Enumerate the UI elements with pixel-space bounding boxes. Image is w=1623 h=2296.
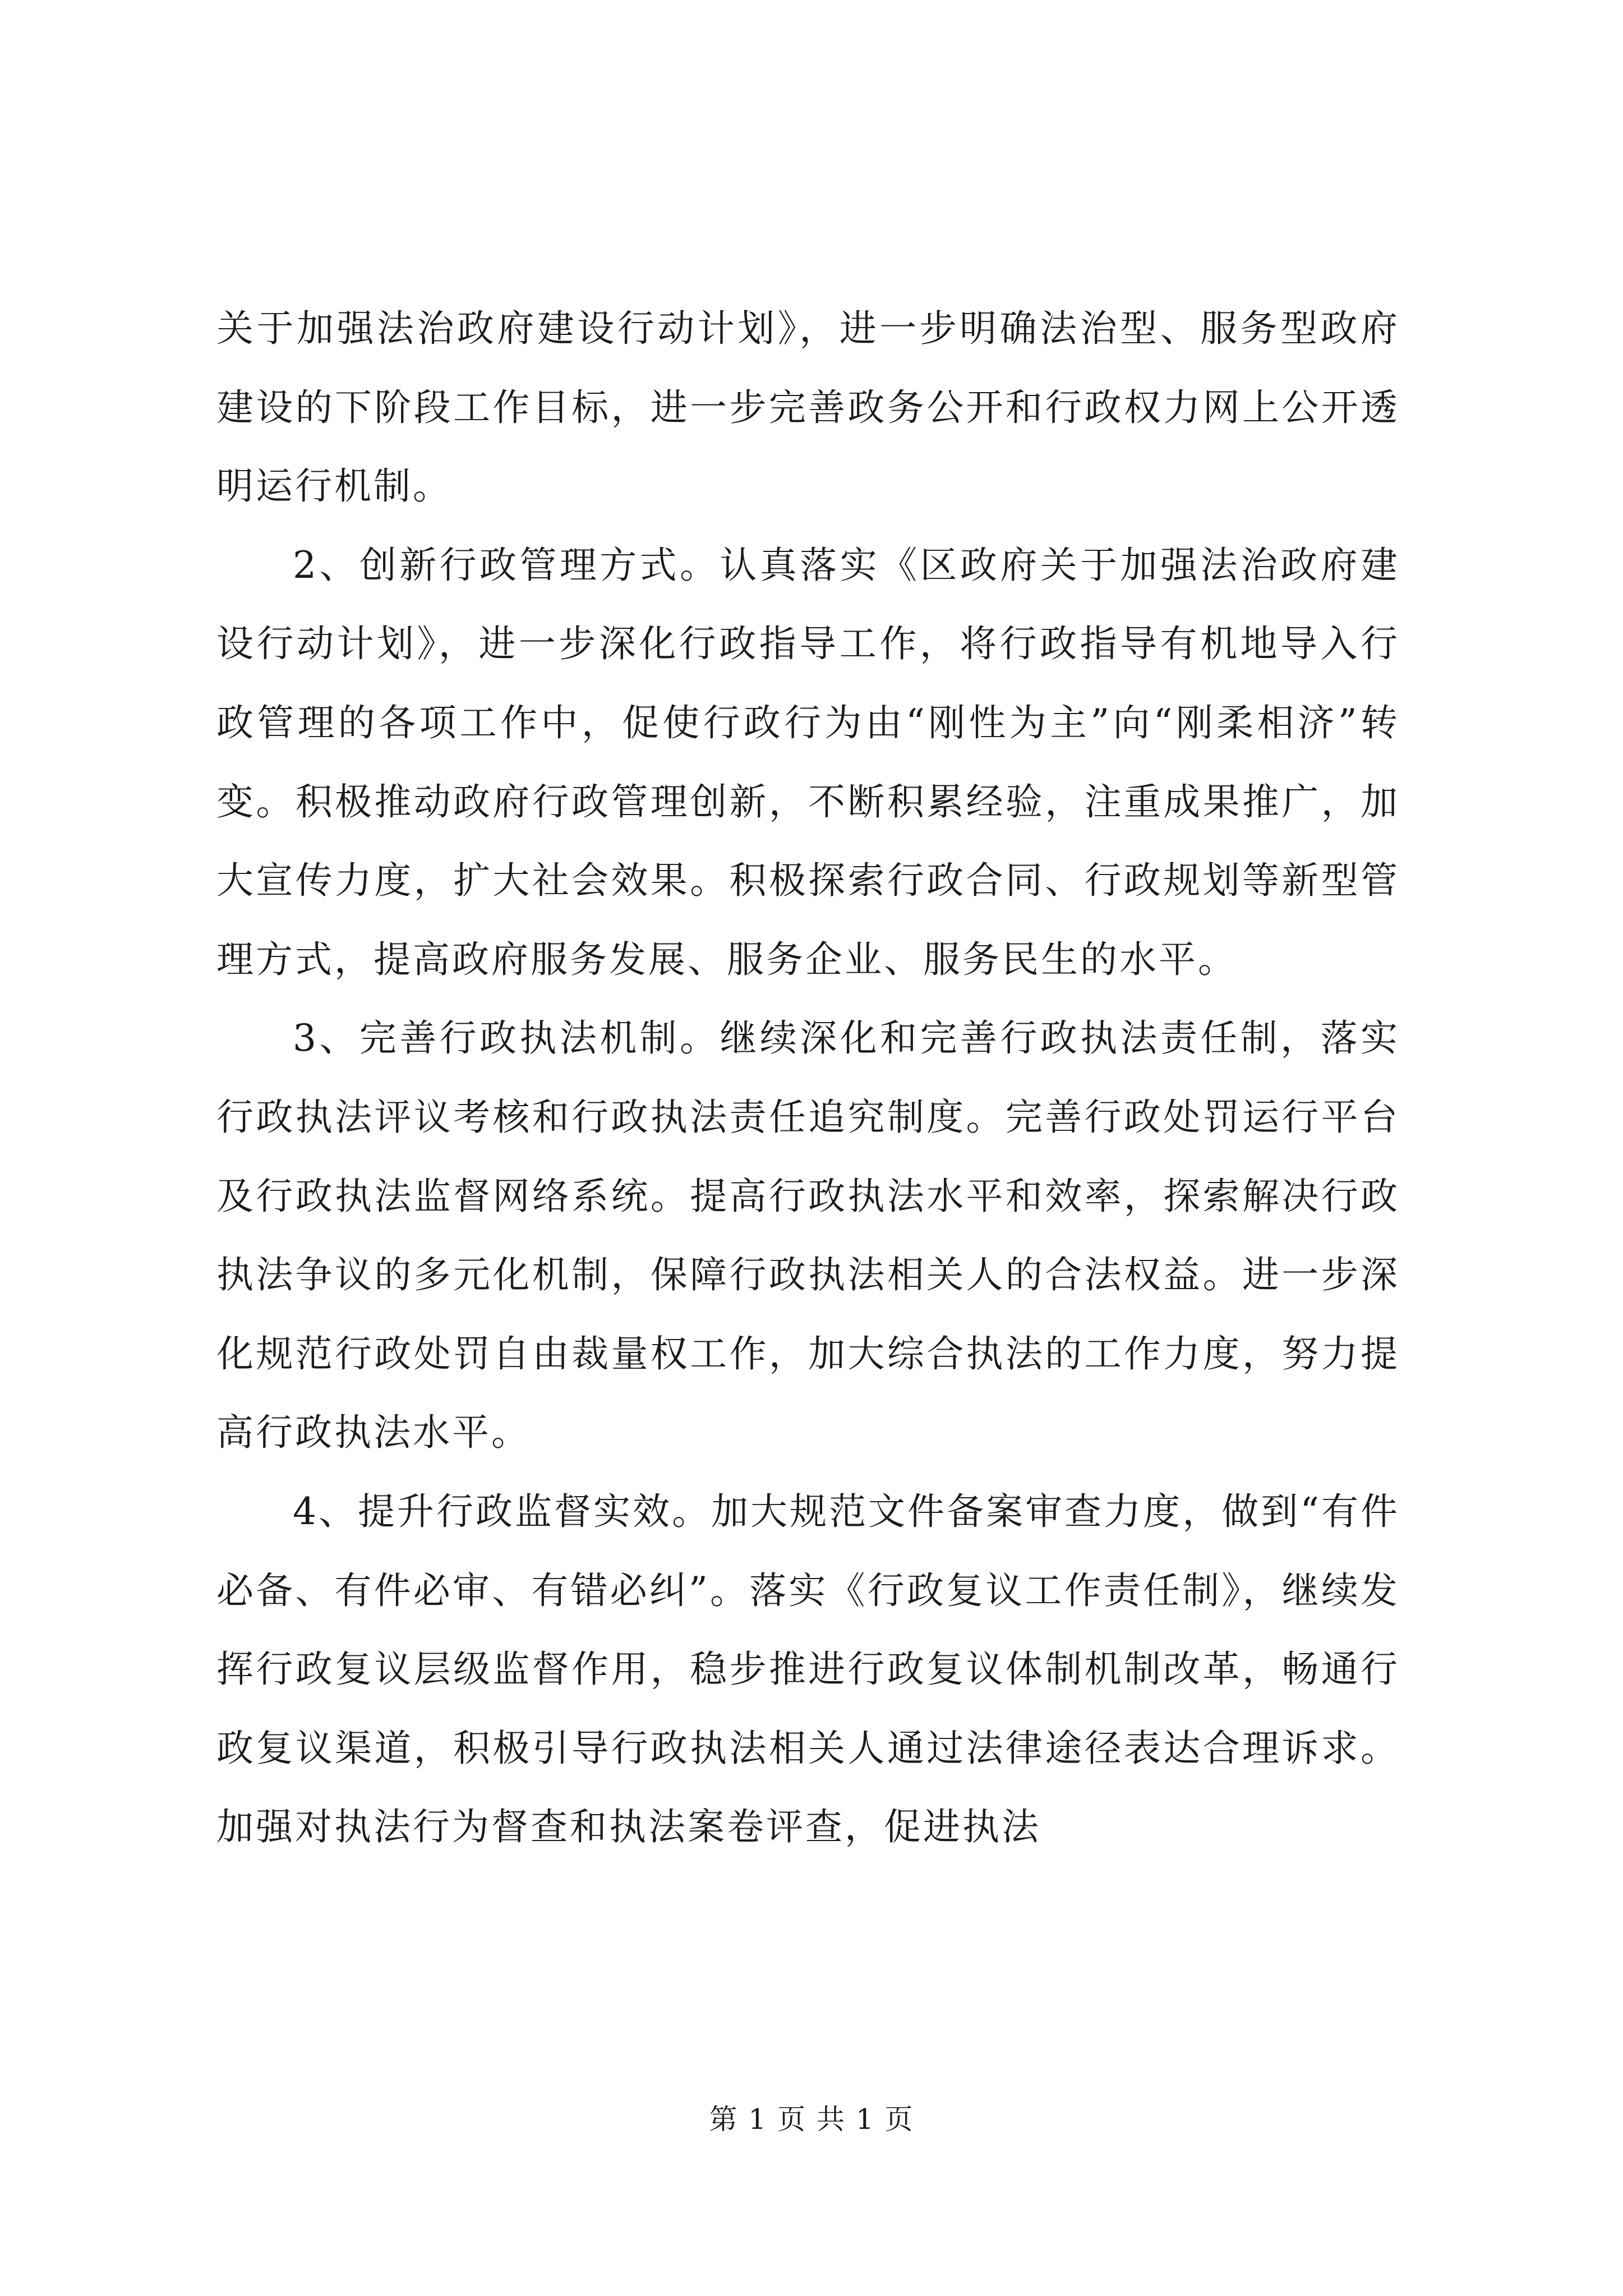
page-footer: 第 1 页 共 1 页 [709,2103,914,2136]
paragraph-continuation: 关于加强法治政府建设行动计划》，进一步明确法治型、服务型政府建设的下阶段工作目标，进一步完善政务公开和行政权力网上公开透明运行机制。 [216,307,1400,508]
paragraph-item-2: 2、创新行政管理方式。认真落实《区政府关于加强法治政府建设行动计划》，进一步深化行政指导工作，将行政指导有机地导入行政管理的各项工作中，促使行政行为由“刚性为主”向“刚柔相济”转变。积极推动政府行政管理创新，不断积累经验，注重成果推广，加大宣传力度，扩大社会效果。积极探索行政合同、行政规划等新型管理方式，提高政府服务发展、服务企业、服务民生的水平。 [216,543,1400,981]
paragraph-item-3: 3、完善行政执法机制。继续深化和完善行政执法责任制，落实行政执法评议考核和行政执法责任追究制度。完善行政处罚运行平台及行政执法监督网络系统。提高行政执法水平和效率，探索解决行政执法争议的多元化机制，保障行政执法相关人的合法权益。进一步深化规范行政处罚自由裁量权工作，加大综合执法的工作力度，努力提高行政执法水平。 [216,1016,1400,1455]
document-body [216,289,1400,1867]
paragraph-item-4: 4、提升行政监督实效。加大规范文件备案审查力度，做到“有件必备、有件必审、有错必纠”。落实《行政复议工作责任制》，继续发挥行政复议层级监督作用，稳步推进行政复议体制机制改革，畅通行政复议渠道，积极引导行政执法相关人通过法律途径表达合理诉求。加强对执法行为督查和执法案卷评查，促进执法 [216,1489,1400,1849]
